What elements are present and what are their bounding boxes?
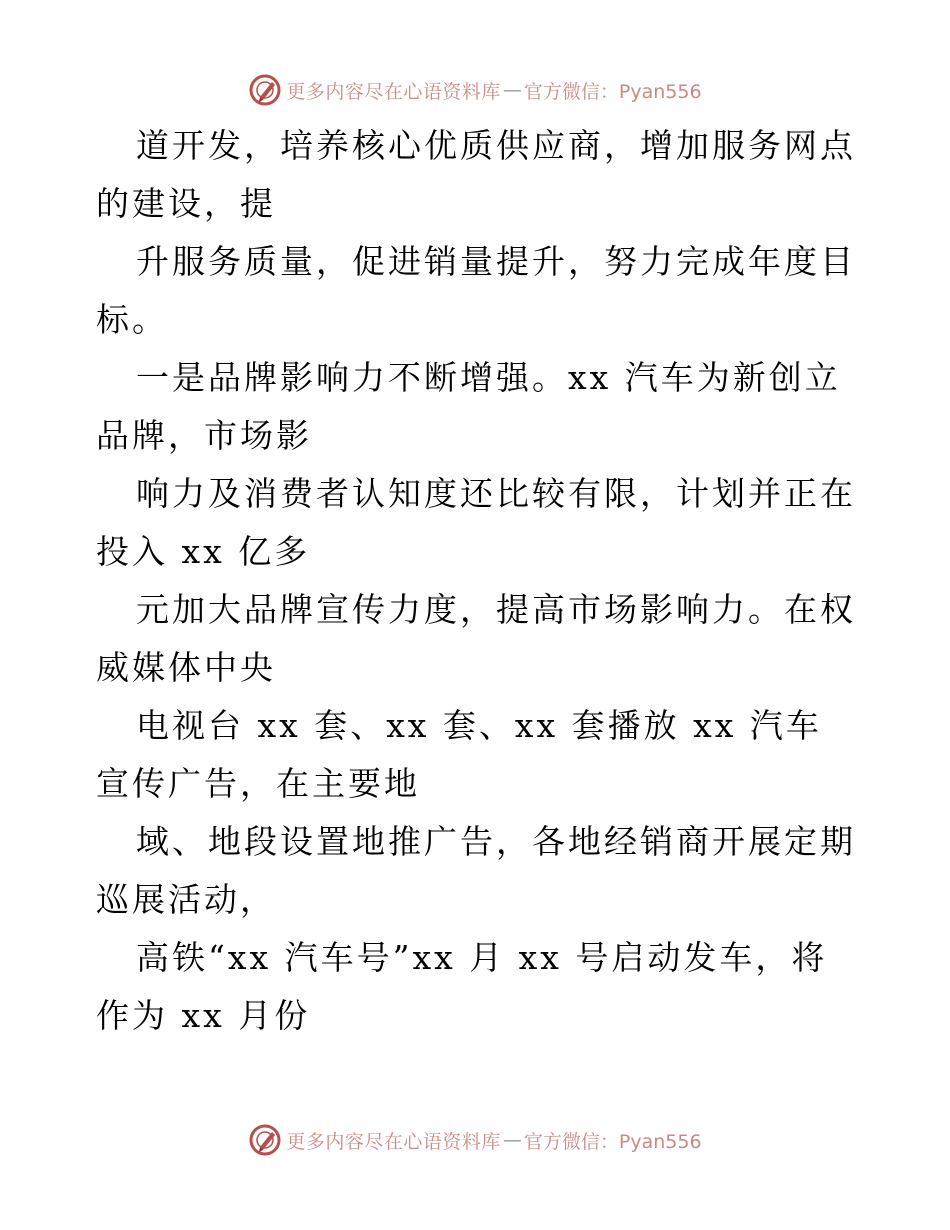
footer-watermark xyxy=(0,1120,950,1160)
paragraph-4: 响力及消费者认知度还比较有限，计划并正在投入 xx 亿多 xyxy=(96,474,856,571)
paragraph-2: 升服务质量，促进销量提升，努力完成年度目标。 xyxy=(96,242,856,339)
pen-circle-logo-icon xyxy=(248,73,282,107)
paragraph-3: 一是品牌影响力不断增强。xx 汽车为新创立品牌，市场影 xyxy=(96,358,841,455)
watermark-dash: — xyxy=(502,79,522,101)
paragraph-1: 道开发，培养核心优质供应商，增加服务网点的建设，提 xyxy=(96,126,856,223)
watermark-text: 更多内容尽在心语资料库 xyxy=(286,1130,501,1153)
watermark-contact: 官方微信：Pyan556 xyxy=(523,1130,702,1153)
paragraph-6: 电视台 xx 套、xx 套、xx 套播放 xx 汽车宣传广告，在主要地 xyxy=(96,706,822,803)
paragraph-8: 高铁“xx 汽车号”xx 月 xx 号启动发车，将作为 xx 月份 xyxy=(96,938,828,1035)
pen-circle-logo-icon xyxy=(248,1123,282,1157)
paragraph-7: 域、地段设置地推广告，各地经销商开展定期巡展活动， xyxy=(96,822,856,919)
watermark-text: 更多内容尽在心语资料库 xyxy=(286,80,501,103)
header-watermark xyxy=(0,70,950,110)
paragraph-5: 元加大品牌宣传力度，提高市场影响力。在权威媒体中央 xyxy=(96,590,856,687)
watermark-dash: — xyxy=(502,1129,522,1151)
document-body xyxy=(96,117,856,1045)
watermark-contact: 官方微信：Pyan556 xyxy=(523,80,702,103)
